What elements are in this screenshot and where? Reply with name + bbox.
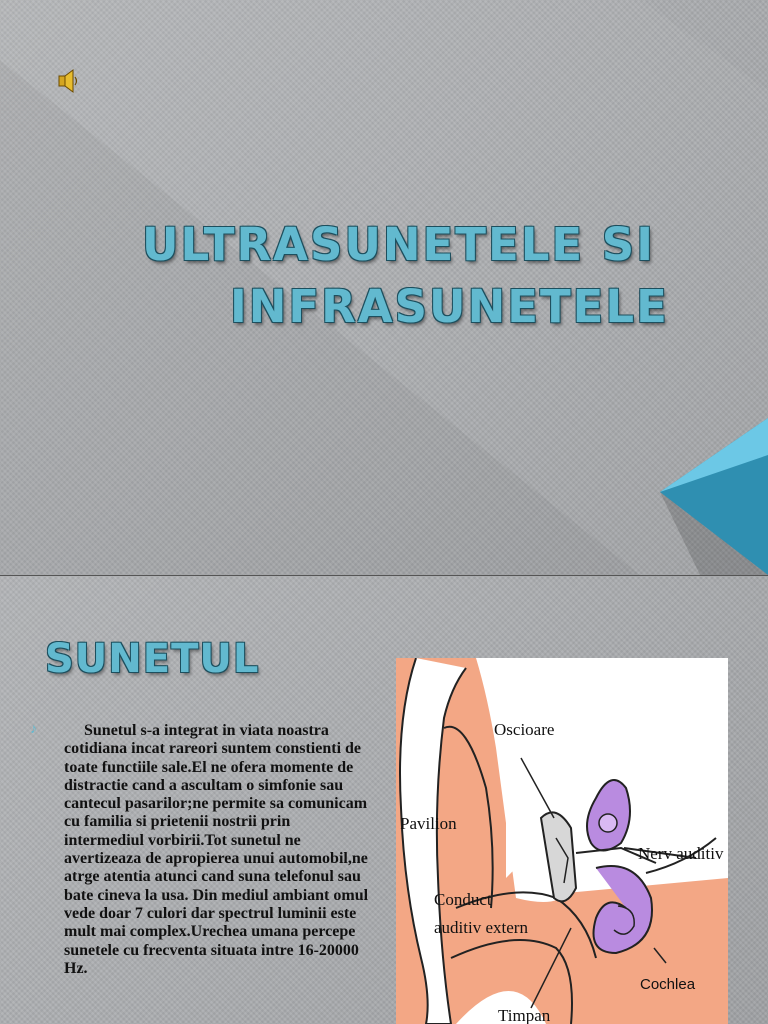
label-timpan: Timpan: [498, 1006, 551, 1024]
label-pavilion: Pavilion: [400, 814, 457, 833]
label-auditiv-extern: auditiv extern: [434, 918, 528, 937]
title-line-2: INFRASUNETELE: [230, 280, 669, 333]
music-note-icon: ♪: [30, 722, 37, 737]
speaker-icon[interactable]: [57, 68, 81, 94]
label-oscioare: Oscioare: [494, 720, 555, 739]
label-conduct: Conduct: [434, 890, 492, 909]
label-nerv-auditiv: Nerv auditiv: [638, 844, 724, 863]
label-cochlea: Cochlea: [640, 976, 696, 993]
slide-heading: SUNETUL: [45, 636, 260, 682]
body-paragraph: Sunetul s-a integrat in viata noastra cotidiana incat rareori suntem constienti de toate functiile sale.El ne ofera momente de distractie cand a ascultam o simfonie sau cantecul pasarilor;ne permite sa comunicam cu familia si prietenii nostrii prin intermediul vorbirii.Tot sunetul ne avertizeaza de apropierea unui automobil,ne atrge atentia atunci cand suna telefonul sau bate cineva la usa. Din mediul ambiant omul vede doar 7 culori dar spectrul luminii este mult mai complex.Urechea umana percepe sunetele cu frecventa situata intre 16-20000 Hz.: [64, 722, 369, 977]
ear-diagram: [396, 658, 728, 1024]
content-slide: [0, 576, 768, 1024]
title-line-1: ULTRASUNETELE SI: [142, 218, 655, 271]
ear-anatomy-figure: [396, 658, 728, 1024]
